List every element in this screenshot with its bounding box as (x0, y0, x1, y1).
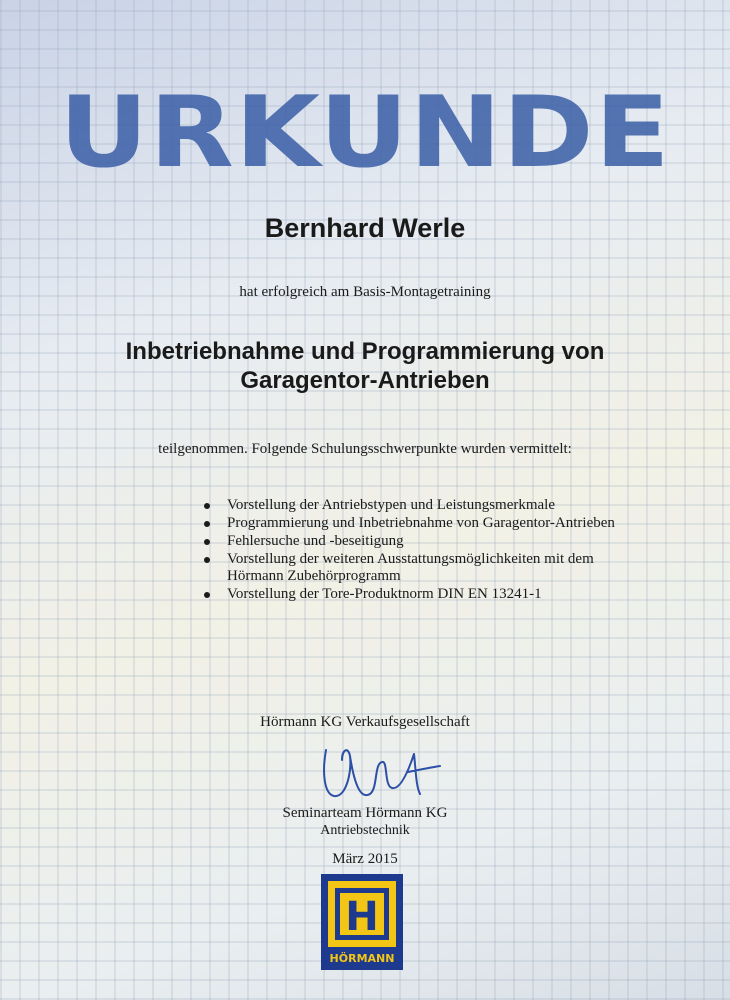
intro-text: hat erfolgreich am Basis-Montagetraining (239, 284, 491, 300)
issue-date: März 2015 (332, 851, 398, 867)
topic-text: Vorstellung der Antriebstypen und Leistungsmerkmale (227, 497, 556, 513)
list-item (201, 551, 671, 585)
recipient-name: Bernhard Werle (264, 213, 466, 243)
topics-list (201, 497, 671, 604)
topic-text: Vorstellung der Tore-Produktnorm DIN EN 13241-1 (227, 586, 542, 602)
bullet-icon (204, 592, 210, 598)
bullet-icon (204, 521, 210, 527)
company-name: Hörmann KG Verkaufsgesellschaft (260, 714, 470, 730)
course-title-line-2: Garagentor-Antrieben (240, 367, 490, 394)
course-title-line-1: Inbetriebnahme und Programmierung von (125, 338, 605, 365)
list-item (201, 586, 671, 603)
bullet-icon (204, 503, 210, 509)
topic-text: Fehlersuche und -beseitigung (227, 533, 404, 549)
logo-letter: H (345, 894, 379, 940)
list-item (201, 497, 671, 514)
hormann-logo-icon (321, 874, 403, 970)
certificate-title: URKUNDE (59, 76, 671, 190)
topic-text: Vorstellung der weiteren Ausstattungsmöglichkeiten mit dem Hörmann Zubehörprogramm (227, 551, 594, 584)
signature-icon (312, 742, 452, 812)
department: Antriebstechnik (320, 823, 410, 838)
list-item (201, 515, 671, 532)
topic-text: Programmierung und Inbetriebnahme von Garagentor-Antrieben (227, 515, 615, 531)
logo-text: HÖRMANN (329, 952, 395, 965)
seminar-team: Seminarteam Hörmann KG (282, 805, 448, 821)
list-item (201, 533, 671, 550)
bullet-icon (204, 539, 210, 545)
bullet-icon (204, 557, 210, 563)
course-title (60, 337, 670, 395)
participated-text: teilgenommen. Folgende Schulungsschwerpunkte wurden vermittelt: (158, 441, 572, 457)
